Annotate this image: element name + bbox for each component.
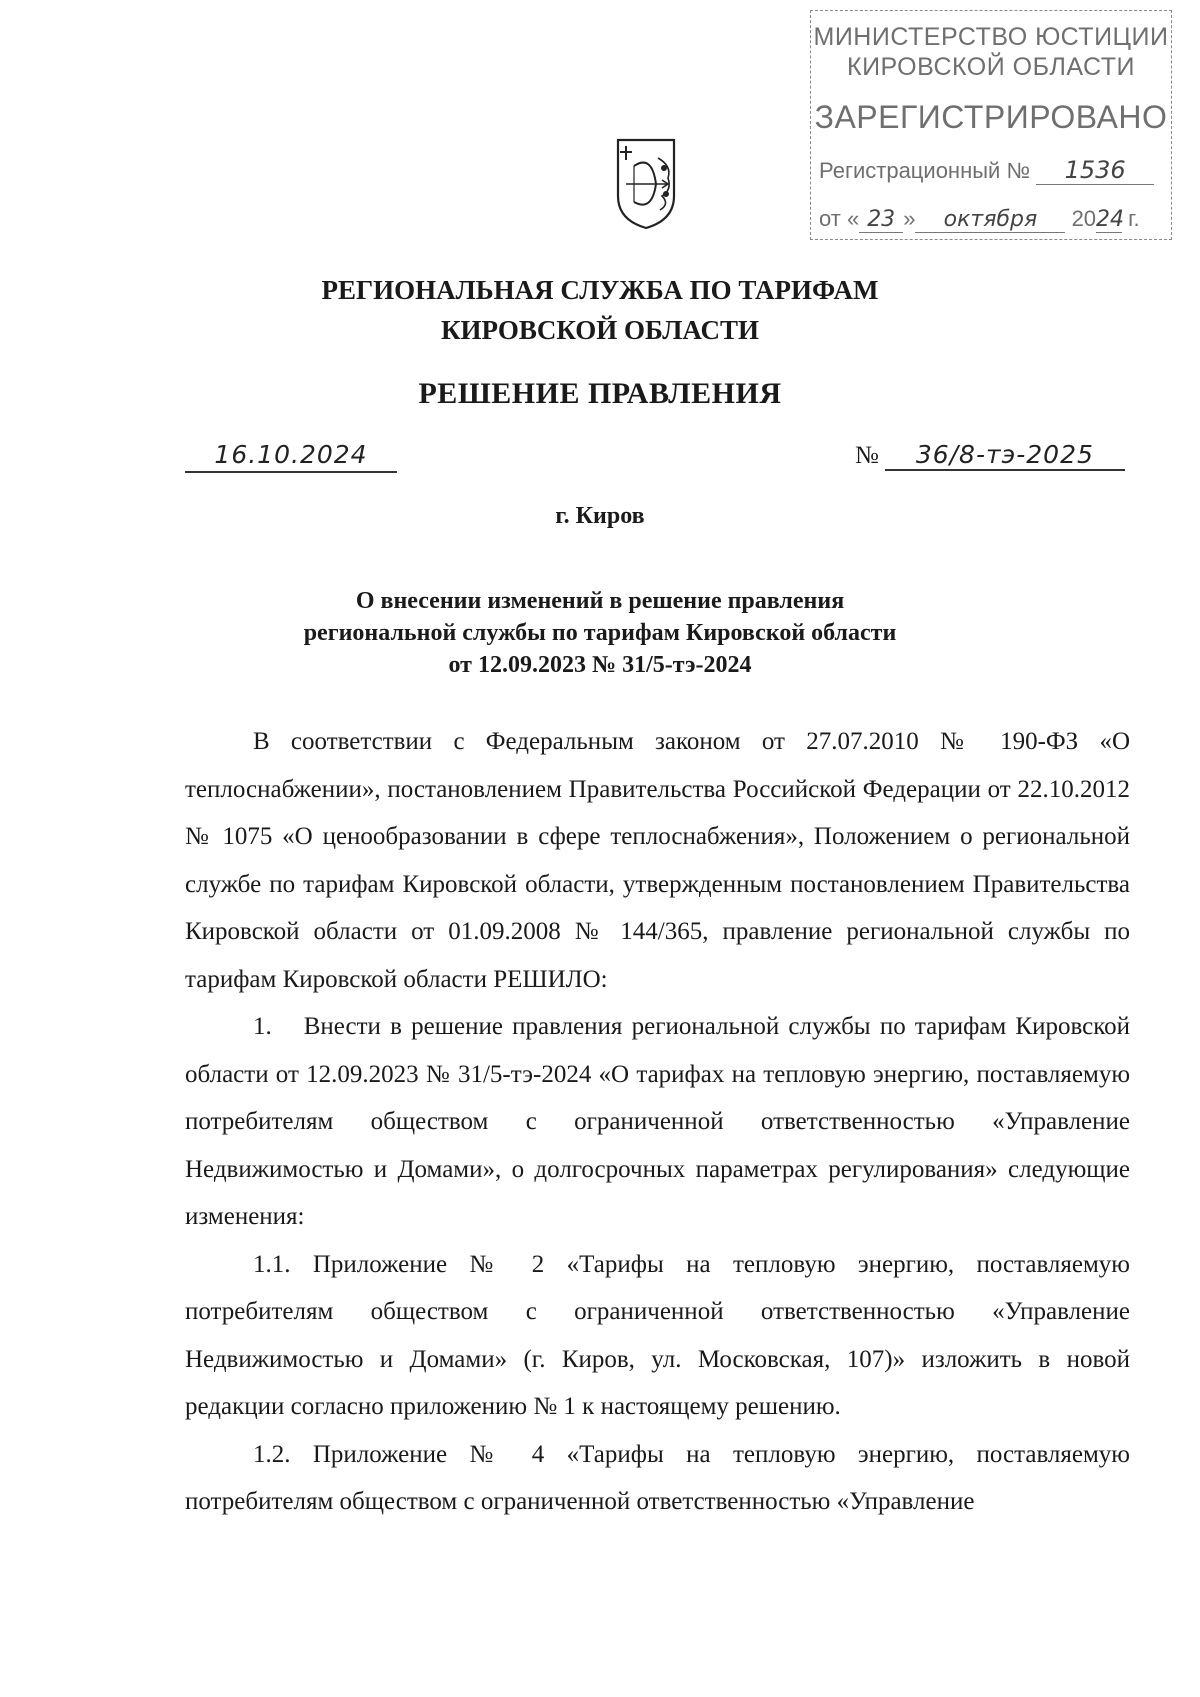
organization-name-line2: КИРОВСКОЙ ОБЛАСТИ <box>440 315 760 345</box>
number-sign: № <box>855 442 879 469</box>
item-1-2-paragraph: 1.2. Приложение № 4 «Тарифы на тепловую энергию, поставляемую потребителям обществом с ограниченной ответственностью «Управление <box>185 1440 1130 1515</box>
stamp-registration-number <box>819 156 1154 185</box>
subject-line3: от 12.09.2023 № 31/5-тэ-2024 <box>448 652 752 678</box>
stamp-registration-date <box>819 206 1140 233</box>
document-type: РЕШЕНИЕ ПРАВЛЕНИЯ <box>418 377 782 410</box>
coat-of-arms-icon <box>612 136 680 230</box>
stamp-date-prefix: от « <box>819 206 860 231</box>
subject-line1: О внесении изменений в решение правления <box>355 588 845 614</box>
decision-number-handwritten: 36/8-тэ-2025 <box>885 440 1125 471</box>
city: г. Киров <box>555 503 645 529</box>
item-1-number: 1. <box>253 1013 272 1040</box>
stamp-date-suffix: г. <box>1128 206 1140 231</box>
stamp-ministry-line: МИНИСТЕРСТВО ЮСТИЦИИ <box>813 23 1169 51</box>
item-1-paragraph <box>185 1003 1130 1241</box>
stamp-date-mid: » <box>903 206 916 231</box>
stamp-date-day: 23 <box>859 207 903 233</box>
decision-date-handwritten: 16.10.2024 <box>185 440 397 473</box>
subject-line2: региональной службы по тарифам Кировской области <box>303 620 897 646</box>
stamp-date-year-prefix: 20 <box>1071 206 1097 231</box>
item-1-1-paragraph: 1.1. Приложение № 2 «Тарифы на тепловую энергию, поставляемую потребителям обществом с ограниченной ответственностью «Управление Недвижимостью и Домами» (г. Киров, ул. Московская, 107)» изложить в новой редакции согласно приложению № 1 к настоящему решению. <box>185 1250 1130 1420</box>
registration-stamp <box>810 10 1172 240</box>
organization-name-line1: РЕГИОНАЛЬНАЯ СЛУЖБА ПО ТАРИФАМ <box>321 275 879 305</box>
document-subject <box>0 585 1200 681</box>
stamp-region-line: КИРОВСКОЙ ОБЛАСТИ <box>847 53 1135 81</box>
stamp-reg-number-handwritten: 1536 <box>1036 156 1154 185</box>
decision-number <box>855 440 1125 471</box>
stamp-status: ЗАРЕГИСТРИРОВАНО <box>814 99 1168 135</box>
preamble-paragraph: В соответствии с Федеральным законом от 27.07.2010 № 190-ФЗ «О теплоснабжении», постановлением Правительства Российской Федерации от 22.10.2012 № 1075 «О ценообразовании в сфере теплоснабжения», Положением о региональной службе по тарифам Кировской области, утвержденным постановлением Правительства Кировской области от 01.09.2008 № 144/365, правление региональной службы по тарифам Кировской области РЕШИЛО: <box>185 728 1130 993</box>
document-body <box>185 718 1130 1526</box>
item-1-text: Внести в решение правления региональной службы по тарифам Кировской области от 12.09.2023 № 31/5-тэ-2024 «О тарифах на тепловую энергию, поставляемую потребителям обществом с ограниченной ответственностью «Управление Недвижимостью и Домами», о долгосрочных параметрах регулирования» следующие изменения: <box>185 1013 1130 1230</box>
stamp-date-month: октября <box>915 207 1065 233</box>
stamp-reg-label: Регистрационный № <box>819 158 1031 183</box>
stamp-date-year: 24 <box>1096 207 1125 232</box>
organization-name <box>0 270 1200 350</box>
